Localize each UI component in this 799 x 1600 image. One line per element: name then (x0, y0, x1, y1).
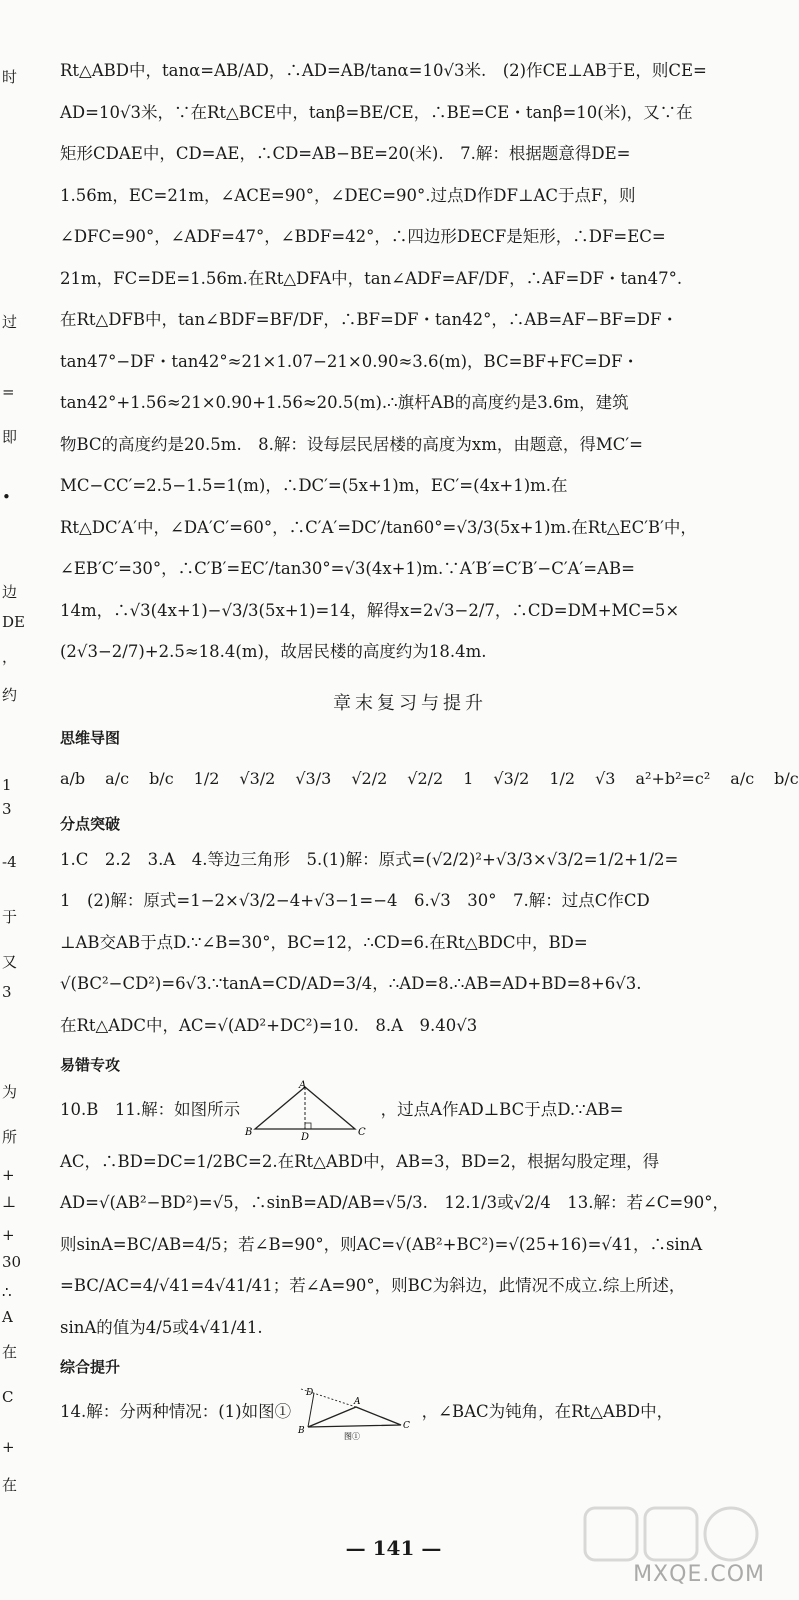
text-line: =BC/AC=4/√41=4√41/41；若∠A=90°，则BC为斜边，此情况不成立.综上所述， (60, 1276, 686, 1295)
margin-text: 在 (2, 1476, 18, 1494)
margin-text: A (2, 1308, 13, 1326)
page-number: — 141 — (345, 1536, 442, 1560)
text-line: 14m，∴√3(4x+1)−√3/3(5x+1)=14，解得x=2√3−2/7，∴CD=DM+MC=5× (60, 600, 680, 620)
margin-text: C (2, 1388, 14, 1406)
answer-item: √3/2 (493, 768, 530, 788)
text-segment: ，过点A作AD⊥BC于点D.∵AB= (380, 1100, 624, 1119)
margin-text: + (2, 1438, 15, 1456)
error-prone-heading: 易错专攻 (60, 1056, 121, 1074)
triangle-figure (245, 1081, 375, 1141)
text-segment: 14.解：分两种情况：(1)如图① (60, 1402, 292, 1421)
fig-label-a: A (354, 1396, 361, 1407)
margin-text: 为 (2, 1083, 18, 1101)
margin-text: 即 (2, 428, 18, 446)
text-line: ∠DFC=90°，∠ADF=47°，∠BDF=42°，∴四边形DECF是矩形，∴DF=EC= (60, 227, 666, 246)
fig-label-a: A (299, 1079, 307, 1091)
text-line: (2√3−2/7)+2.5≈18.4(m)，故居民楼的高度约为18.4m. (60, 642, 487, 661)
text-line: √(BC²−CD²)=6√3.∵tanA=CD/AD=3/4，∴AD=8.∴AB=AD+BD=8+6√3. (60, 974, 642, 993)
margin-text: DE (2, 613, 25, 631)
margin-text: 所 (2, 1128, 18, 1146)
text-line: tan42°+1.56≈21×0.90+1.56≈20.5(m).∴旗杆AB的高度约是3.6m，建筑 (60, 393, 629, 412)
answer-item: 1 (463, 768, 474, 788)
text-line: 1.56m，EC=21m，∠ACE=90°，∠DEC=90°.过点D作DF⊥AC于点F，则 (60, 185, 636, 205)
text-line-with-figure (60, 1080, 760, 1141)
left-margin-fragments (0, 0, 26, 1600)
answer-item: b/c (149, 768, 174, 788)
text-line: MC−CC′=2.5−1.5=1(m)，∴DC′=(5x+1)m，EC′=(4x+1)m.在 (60, 476, 568, 495)
breakthrough-heading: 分点突破 (60, 814, 121, 833)
figure-1 (296, 1385, 416, 1441)
text-line: ∠EB′C′=30°，∴C′B′=EC′/tan30°=√3(4x+1)m.∵A′B′=C′B′−C′A′=AB= (60, 559, 635, 578)
fig-label-c: C (403, 1420, 411, 1431)
text-line: tan47°−DF・tan42°≈21×1.07−21×0.90≈3.6(m)，BC=BF+FC=DF・ (60, 351, 639, 371)
text-line: 1.C 2.2 3.A 4.等边三角形 5.(1)解：原式=(√2/2)²+√3/3×√3/2=1/2+1/2= (60, 849, 679, 869)
margin-text: ， (2, 648, 18, 666)
margin-text: = (2, 383, 15, 401)
breakthrough-block (60, 839, 760, 1047)
text-segment: 10.B 11.解：如图所示 (60, 1100, 241, 1119)
margin-text: 时 (2, 68, 18, 86)
watermark-text: MXQE.COM (633, 1562, 765, 1587)
margin-text: • (2, 488, 11, 506)
margin-text: 3 (2, 983, 12, 1001)
answer-item: 1/2 (549, 768, 576, 788)
section-title: 章末复习与提升 (333, 692, 487, 714)
text-line: Rt△DC′A′中，∠DA′C′=60°，∴C′A′=DC′/tan60°=√3/3(5x+1)m.在Rt△EC′B′中， (60, 517, 697, 537)
text-line: 在Rt△DFB中，tan∠BDF=BF/DF，∴BF=DF・tan42°，∴AB=AF−BF=DF・ (60, 310, 678, 329)
fig-label-b: B (245, 1126, 253, 1138)
text-line: AC，∴BD=DC=1/2BC=2.在Rt△ABD中，AB=3，BD=2，根据勾股定理，得 (60, 1151, 660, 1171)
answer-item: b/c (774, 768, 799, 788)
text-line: 物BC的高度约是20.5m. 8.解：设每层民居楼的高度为xm，由题意，得MC′= (60, 434, 643, 454)
fig-label-b: B (298, 1425, 305, 1436)
text-line: ⊥AB交AB于点D.∵∠B=30°，BC=12，∴CD=6.在Rt△BDC中，BD= (60, 932, 588, 952)
fig-label-d: D (306, 1387, 314, 1398)
margin-text: 于 (2, 908, 18, 926)
margin-text: ∴ (2, 1283, 12, 1301)
margin-text: -4 (2, 853, 17, 871)
text-line: Rt△ABD中，tanα=AB/AD，∴AD=AB/tanα=10√3米. (2)作CE⊥AB于E，则CE= (60, 61, 707, 80)
text-line: 21m，FC=DE=1.56m.在Rt△DFA中，tan∠ADF=AF/DF，∴AF=DF・tan47°. (60, 268, 683, 288)
margin-text: 又 (2, 953, 18, 971)
margin-text: 约 (2, 686, 18, 704)
answer-item: √3/2 (239, 768, 276, 788)
mindmap-answers (60, 753, 799, 805)
answer-item: √3 (595, 768, 616, 788)
answer-item: √2/2 (407, 768, 444, 788)
text-line: 则sinA=BC/AB=4/5；若∠B=90°，则AC=√(AB²+BC²)=√(25+16)=√41，∴sinA (60, 1234, 703, 1254)
text-line: AD=√(AB²−BD²)=√5，∴sinB=AD/AB=√5/3. 12.1/3或√2/4 13.解：若∠C=90°， (60, 1193, 729, 1212)
text-line: 在Rt△ADC中，AC=√(AD²+DC²)=10. 8.A 9.40√3 (60, 1015, 478, 1035)
figure-caption: 图① (344, 1431, 361, 1441)
margin-text: 边 (2, 583, 18, 601)
mindmap-heading: 思维导图 (60, 728, 121, 747)
answer-item: a/b (60, 768, 86, 788)
answer-page-content (60, 50, 799, 1442)
margin-text: 30 (2, 1253, 22, 1271)
comprehensive-heading: 综合提升 (60, 1358, 121, 1376)
solution-block-6-8 (60, 50, 760, 673)
text-line: sinA的值为4/5或4√41/41. (60, 1317, 263, 1337)
answer-item: a/c (105, 768, 130, 788)
text-line-with-figure (60, 1382, 760, 1442)
text-line: 矩形CDAE中，CD=AE，∴CD=AB−BE=20(米). 7.解：根据题意得DE= (60, 144, 631, 163)
text-line: AD=10√3米，∵在Rt△BCE中，tanβ=BE/CE，∴BE=CE・tanβ=10(米)，又∵在 (60, 102, 693, 122)
margin-text: + (2, 1166, 15, 1184)
answer-item: √3/3 (295, 768, 332, 788)
text-line: 1 (2)解：原式=1−2×√3/2−4+√3−1=−4 6.√3 30° 7.解：过点C作CD (60, 891, 650, 910)
margin-text: ⊥ (2, 1193, 17, 1211)
answer-item: 1/2 (193, 768, 220, 788)
answer-item: √2/2 (351, 768, 388, 788)
margin-text: 1 (2, 776, 12, 794)
margin-text: + (2, 1226, 15, 1244)
margin-text: 3 (2, 800, 12, 818)
margin-text: 在 (2, 1343, 18, 1361)
fig-label-d: D (301, 1131, 310, 1143)
answer-item: a/c (730, 768, 755, 788)
answer-item: a²+b²=c² (635, 768, 711, 788)
fig-label-c: C (358, 1126, 367, 1138)
error-prone-block (60, 1080, 760, 1348)
margin-text: 过 (2, 313, 18, 331)
text-segment: ，∠BAC为钝角，在Rt△ABD中， (421, 1402, 674, 1421)
